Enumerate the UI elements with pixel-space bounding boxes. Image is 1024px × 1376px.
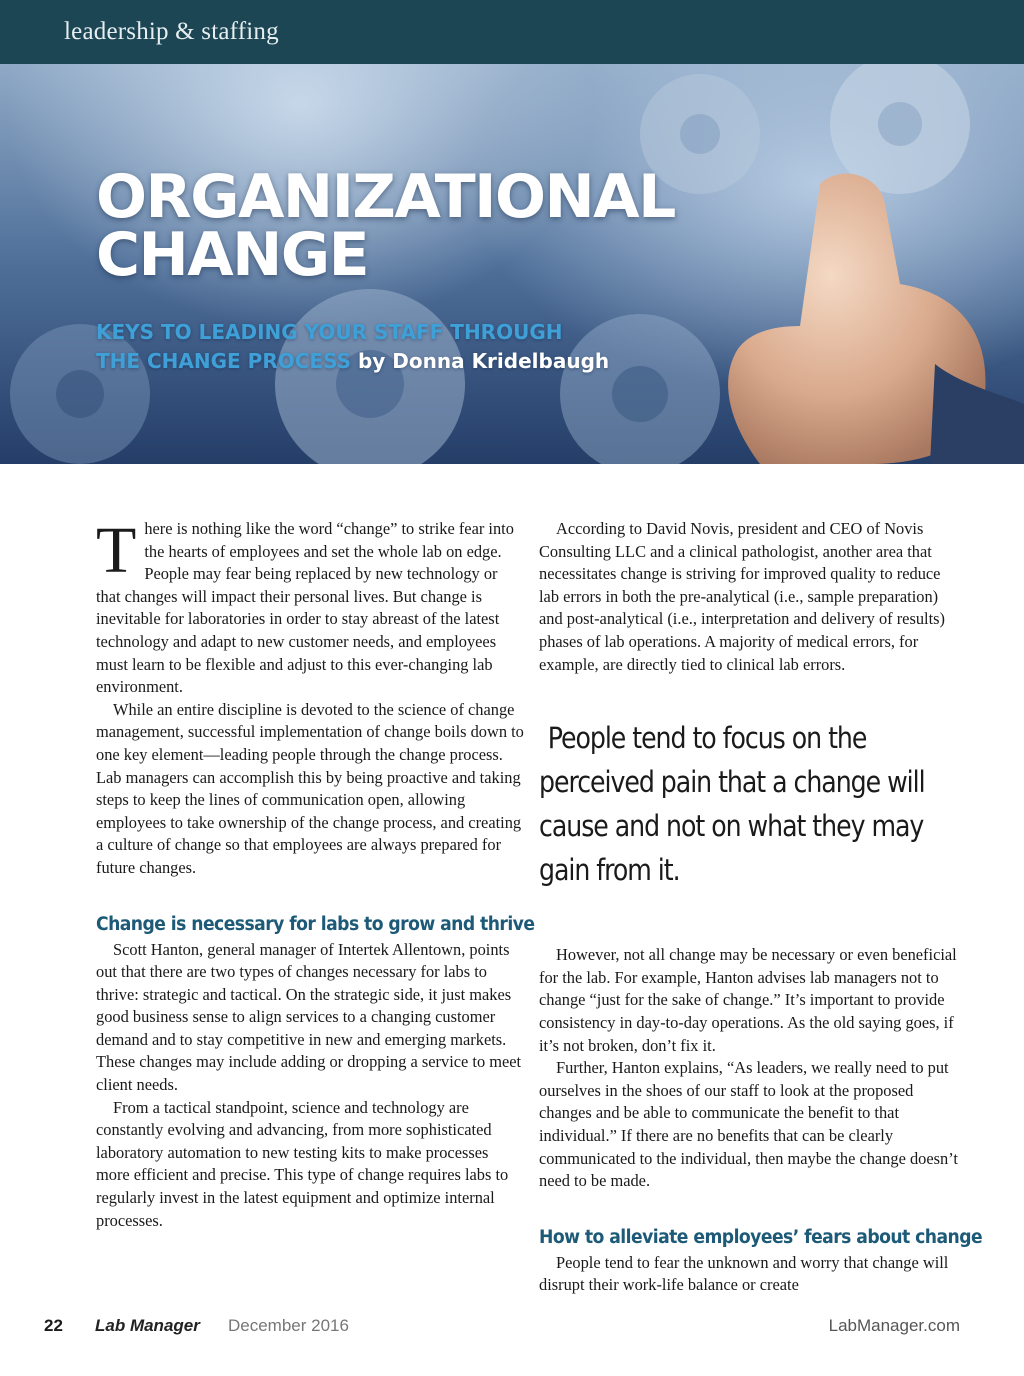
page-number: 22 — [44, 1316, 63, 1335]
gear-icon — [275, 289, 465, 464]
right-column — [539, 518, 983, 1297]
paragraph: While an entire discipline is devoted to the science of change management, successful implementation of change boils down to one key element—leading people through the change process. Lab managers can accomplish this by being proactive and taking steps to keep the lines of communication open, allowing employees to take ownership of the change process, and creating a culture of change so that employees are always prepared for future changes. — [96, 699, 524, 877]
hero-banner — [0, 64, 1024, 464]
title-line-1: ORGANIZATIONAL — [96, 162, 675, 232]
pull-quote: People tend to focus on the perceived pain that a change will cause and not on what they may gain from it. — [539, 721, 925, 888]
magazine-name: Lab Manager — [95, 1316, 200, 1335]
section-label: leadership & staffing — [64, 18, 279, 45]
article-subtitle — [96, 318, 609, 376]
paragraph: Scott Hanton, general manager of Intertek Allentown, points out that there are two types of changes necessary for labs to thrive: strategic and tactical. On the strategic side, it just makes good business sense to align services to a changing customer demand and to stay competitive in new and emerging markets. These changes may include adding or dropping a service to meet client needs. — [96, 939, 522, 1095]
left-column — [96, 514, 535, 1232]
paragraph: Further, Hanton explains, “As leaders, we really need to put ourselves in the shoes of our staff to look at the proposed changes and be able to communicate the benefit to that individual.” If there are no benefits that can be clearly communicated to the individual, then maybe the change doesn’t need to be made. — [539, 1058, 958, 1191]
article-title — [96, 162, 675, 290]
issue-date: December 2016 — [228, 1316, 349, 1335]
drop-cap: T — [96, 514, 137, 587]
section-heading: How to alleviate employees’ fears about change — [539, 1226, 983, 1248]
paragraph: From a tactical standpoint, science and technology are constantly evolving and advancing, from more sophisticated laboratory automation to new testing kits to make processes more efficient and precise. This type of change requires labs to regularly invest in the latest equipment and optimize internal processes. — [96, 1097, 509, 1230]
subtitle-line-2: THE CHANGE PROCESS — [96, 349, 351, 373]
website-link[interactable]: LabManager.com — [828, 1316, 960, 1335]
section-header-bar — [0, 0, 1024, 64]
page-footer — [0, 1314, 1024, 1344]
paragraph-text: here is nothing like the word “change” to strike fear into the hearts of employees and set the whole lab on edge. People may fear being replaced by new technology or that changes will impact their personal lives. But change is inevitable for laboratories in order to stay abreast of the latest technology and adapt to new customer needs, and employees must learn to be flexible and adjust to this ever-changing lab environment. — [96, 519, 514, 697]
pointing-hand-icon — [728, 174, 1024, 464]
paragraph — [96, 514, 526, 699]
paragraph: According to David Novis, president and CEO of Novis Consulting LLC and a clinical pathologist, another area that necessitates change is striving for improved quality to reduce lab errors in both the pre-analytical (i.e., sample preparation) and post-analytical (i.e., interpretation and delivery of results) phases of lab operations. A majority of medical errors, for example, are directly tied to clinical lab errors. — [539, 519, 945, 674]
author-byline: by Donna Kridelbaugh — [357, 349, 610, 373]
subtitle-line-1: KEYS TO LEADING YOUR STAFF THROUGH — [96, 320, 563, 344]
paragraph: However, not all change may be necessary or even beneficial for the lab. For example, Hanton advises lab managers not to change “just for the sake of change.” It’s important to provide consistency in day-to-day operations. As the old saying goes, if it’s not broken, don’t fix it. — [539, 945, 957, 1055]
paragraph: People tend to fear the unknown and worry that change will disrupt their work-life balance or create — [539, 1252, 949, 1295]
section-heading: Change is necessary for labs to grow and thrive — [96, 913, 535, 935]
title-line-2: CHANGE — [96, 220, 369, 290]
